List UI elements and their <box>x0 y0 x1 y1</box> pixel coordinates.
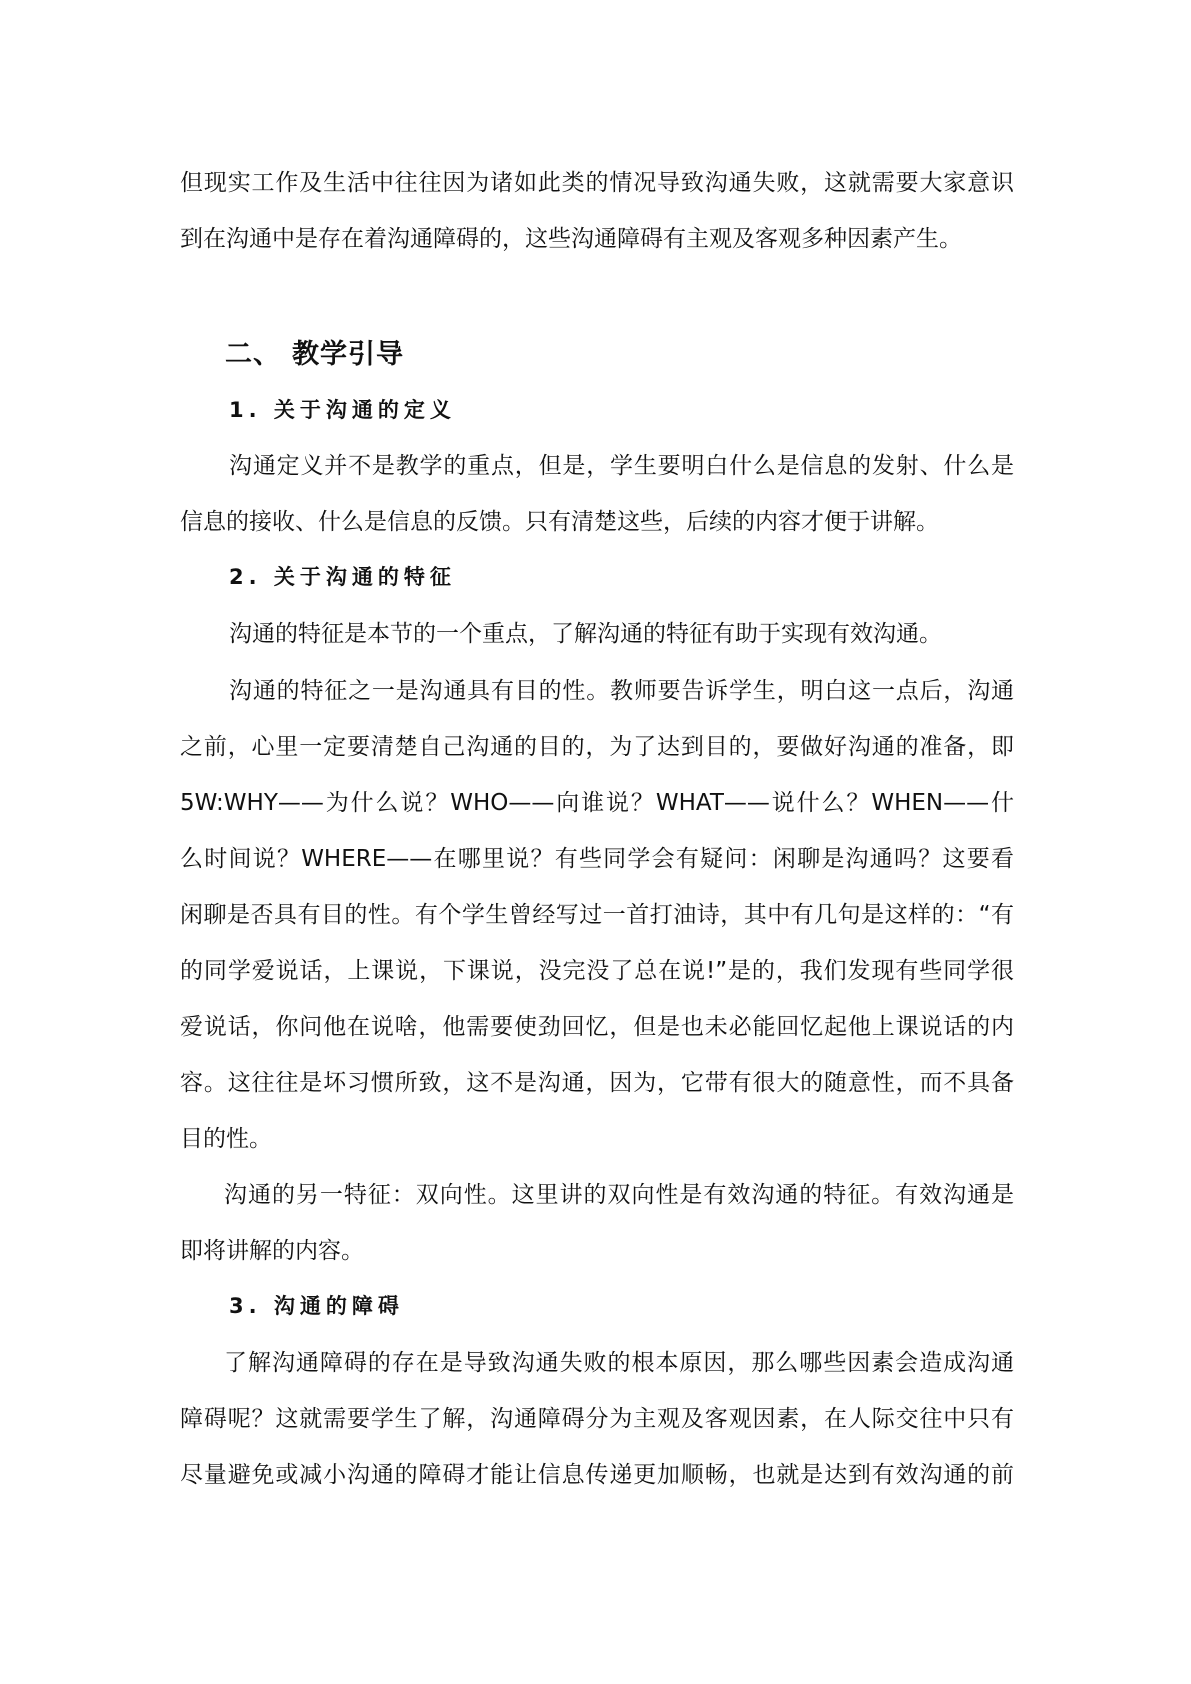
intro-line-2: 到在沟通中是存在着沟通障碍的，这些沟通障碍有主观及客观多种因素产生。 <box>180 226 962 252</box>
subheading-features: 2. 关于沟通的特征 <box>229 565 456 589</box>
paragraph-line: 么时间说？WHERE——在哪里说？有些同学会有疑问：闲聊是沟通吗？这要看 <box>180 846 1014 872</box>
paragraph-line: 障碍呢？这就需要学生了解，沟通障碍分为主观及客观因素，在人际交往中只有 <box>180 1406 1014 1432</box>
paragraph-line: 沟通的特征之一是沟通具有目的性。教师要告诉学生，明白这一点后，沟通 <box>229 678 1014 704</box>
section-number: 二、 <box>225 339 281 370</box>
paragraph-line: 信息的接收、什么是信息的反馈。只有清楚这些，后续的内容才便于讲解。 <box>180 509 939 535</box>
paragraph-line: 沟通的另一特征：双向性。这里讲的双向性是有效沟通的特征。有效沟通是 <box>224 1182 1014 1208</box>
subheading-barriers: 3. 沟通的障碍 <box>229 1294 404 1318</box>
paragraph-line: 即将讲解的内容。 <box>180 1238 364 1264</box>
paragraph-line: 目的性。 <box>180 1126 272 1152</box>
paragraph-line: 尽量避免或减小沟通的障碍才能让信息传递更加顺畅，也就是达到有效沟通的前 <box>180 1462 1014 1488</box>
section-heading <box>225 338 404 372</box>
paragraph-line: 的同学爱说话，上课说，下课说，没完没了总在说!”是的，我们发现有些同学很 <box>180 958 1014 984</box>
subheading-definition: 1. 关于沟通的定义 <box>229 398 456 422</box>
intro-line-1: 但现实工作及生活中往往因为诸如此类的情况导致沟通失败，这就需要大家意识 <box>180 170 1014 196</box>
paragraph-line: 沟通定义并不是教学的重点，但是，学生要明白什么是信息的发射、什么是 <box>229 453 1014 479</box>
section-title: 教学引导 <box>292 339 404 370</box>
paragraph-line: 沟通的特征是本节的一个重点，了解沟通的特征有助于实现有效沟通。 <box>229 621 942 647</box>
paragraph-line: 了解沟通障碍的存在是导致沟通失败的根本原因，那么哪些因素会造成沟通 <box>224 1350 1014 1376</box>
paragraph-line: 5W:WHY——为什么说？WHO——向谁说？WHAT——说什么？WHEN——什 <box>180 790 1014 816</box>
paragraph-line: 爱说话，你问他在说啥，他需要使劲回忆，但是也未必能回忆起他上课说话的内 <box>180 1014 1014 1040</box>
paragraph-line: 之前，心里一定要清楚自己沟通的目的，为了达到目的，要做好沟通的准备，即 <box>180 734 1014 760</box>
paragraph-line: 容。这往往是坏习惯所致，这不是沟通，因为，它带有很大的随意性，而不具备 <box>180 1070 1014 1096</box>
paragraph-line: 闲聊是否具有目的性。有个学生曾经写过一首打油诗，其中有几句是这样的：“有 <box>180 902 1014 928</box>
